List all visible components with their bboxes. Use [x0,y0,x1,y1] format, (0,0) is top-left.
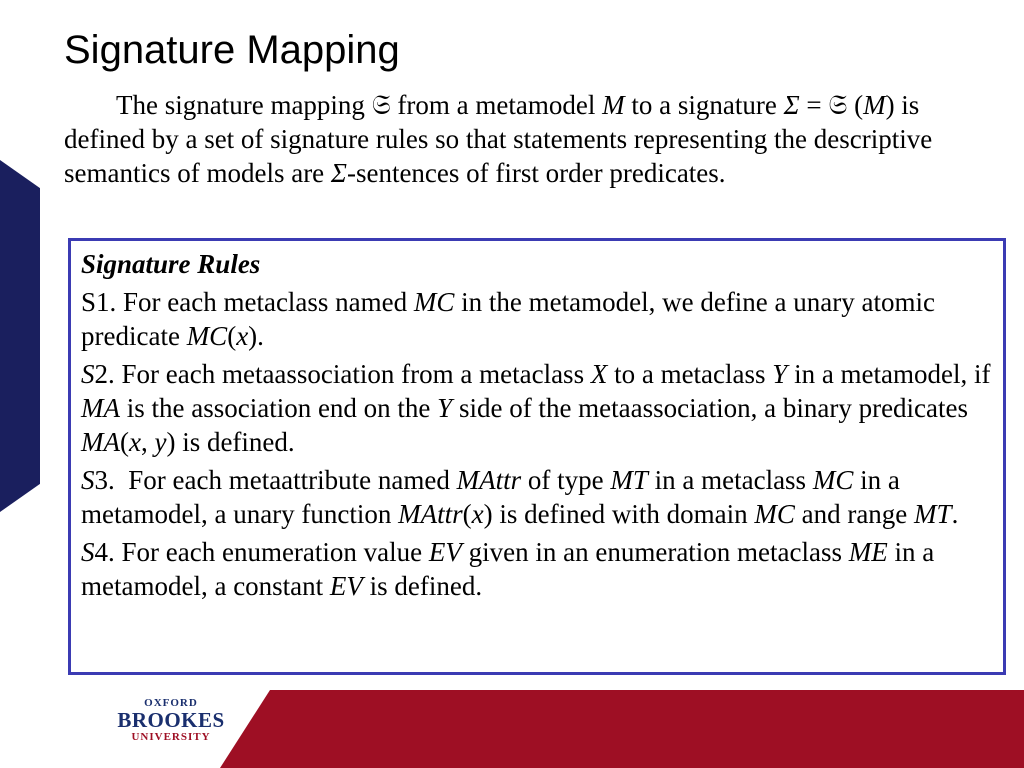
logo-line-university: UNIVERSITY [131,731,211,743]
rule-s2 [81,357,993,459]
rule-text: 3. For each metaattribute named [94,465,457,495]
rule-symbol: S [81,537,95,567]
rule-text: and range [794,499,915,529]
rule-s1 [81,285,993,353]
rule-symbol: Y [437,393,453,423]
rule-symbol: x [128,427,141,457]
logo-line-brookes: BROOKES [117,708,225,732]
rule-text: ( [462,499,472,529]
rule-text: in a metaclass [647,465,813,495]
rule-symbol: MC [186,321,228,351]
rule-s4 [81,535,993,603]
rule-text: in a metamodel, a constant [81,537,935,601]
rule-text: in a metamodel, a unary function [81,465,900,529]
intro-text: from a metamodel [390,90,603,120]
intro-text: The signature mapping [116,90,372,120]
rule-symbol: MC [413,287,455,317]
rule-text: ) is defined. [166,427,295,457]
rule-symbol: MA [81,427,120,457]
rule-text: is defined. [362,571,483,601]
rule-text: in a metamodel, if [787,359,991,389]
rule-text: is the association end on the [119,393,438,423]
rule-text: , [140,427,155,457]
rule-text: 4. For each enumeration value [94,537,429,567]
rule-symbol: X [590,359,608,389]
rule-symbol: MC [812,465,854,495]
rule-symbol: y [154,427,167,457]
slide-title: Signature Mapping [64,28,400,72]
rule-symbol: MC [754,499,795,529]
rule-text: . [951,499,959,529]
rule-symbol: x [236,321,249,351]
rule-text: of type [521,465,611,495]
rule-text: given in an enumeration metaclass [461,537,849,567]
rule-text: side of the metaassociation, a binary predicates [452,393,969,423]
intro-text: to a signature [624,90,784,120]
sigma-symbol: Σ [783,90,800,120]
sigma-symbol: Σ [330,158,347,188]
rule-symbol: MT [914,499,952,529]
rule-symbol: Y [772,359,788,389]
oxford-brookes-logo [116,697,226,743]
rule-text: 2. For each metaassociation from a metaclass [94,359,591,389]
rule-text: S1. For each metaclass named [81,287,414,317]
rule-symbol: MA [81,393,120,423]
rule-symbol: x [471,499,484,529]
rule-s3 [81,463,993,531]
rule-text: to a metaclass [607,359,773,389]
signature-rules-box [68,238,1006,675]
rule-symbol: MT [610,465,648,495]
rule-symbol: S [81,359,95,389]
rule-text: ( [227,321,237,351]
rule-text: ( [119,427,129,457]
rule-symbol: MAttr [398,499,463,529]
metamodel-symbol: M [602,90,625,120]
rule-text: in the metamodel, we define a unary atomic predicate [81,287,935,351]
intro-text: = [799,90,829,120]
fraktur-s-symbol: 𝔖 [371,90,391,120]
rule-symbol: EV [428,537,462,567]
intro-text: -sentences of first order predicates. [346,158,726,188]
metamodel-symbol: M [863,90,886,120]
rule-symbol: MAttr [456,465,522,495]
rule-text: ) is defined with domain [483,499,755,529]
fraktur-s-symbol: 𝔖 [828,90,848,120]
intro-text: ) is defined by a set of signature rules so that statements representing the descriptive semantics of models are [64,90,933,188]
rules-heading: Signature Rules [81,249,261,279]
intro-paragraph [64,88,1004,190]
intro-text: ( [847,90,864,120]
logo-line-oxford: OXFORD [144,697,198,709]
rule-symbol: S [81,465,95,495]
rule-symbol: EV [329,571,363,601]
rule-text: ). [248,321,264,351]
rule-symbol: ME [848,537,888,567]
side-decoration-band [0,160,40,512]
